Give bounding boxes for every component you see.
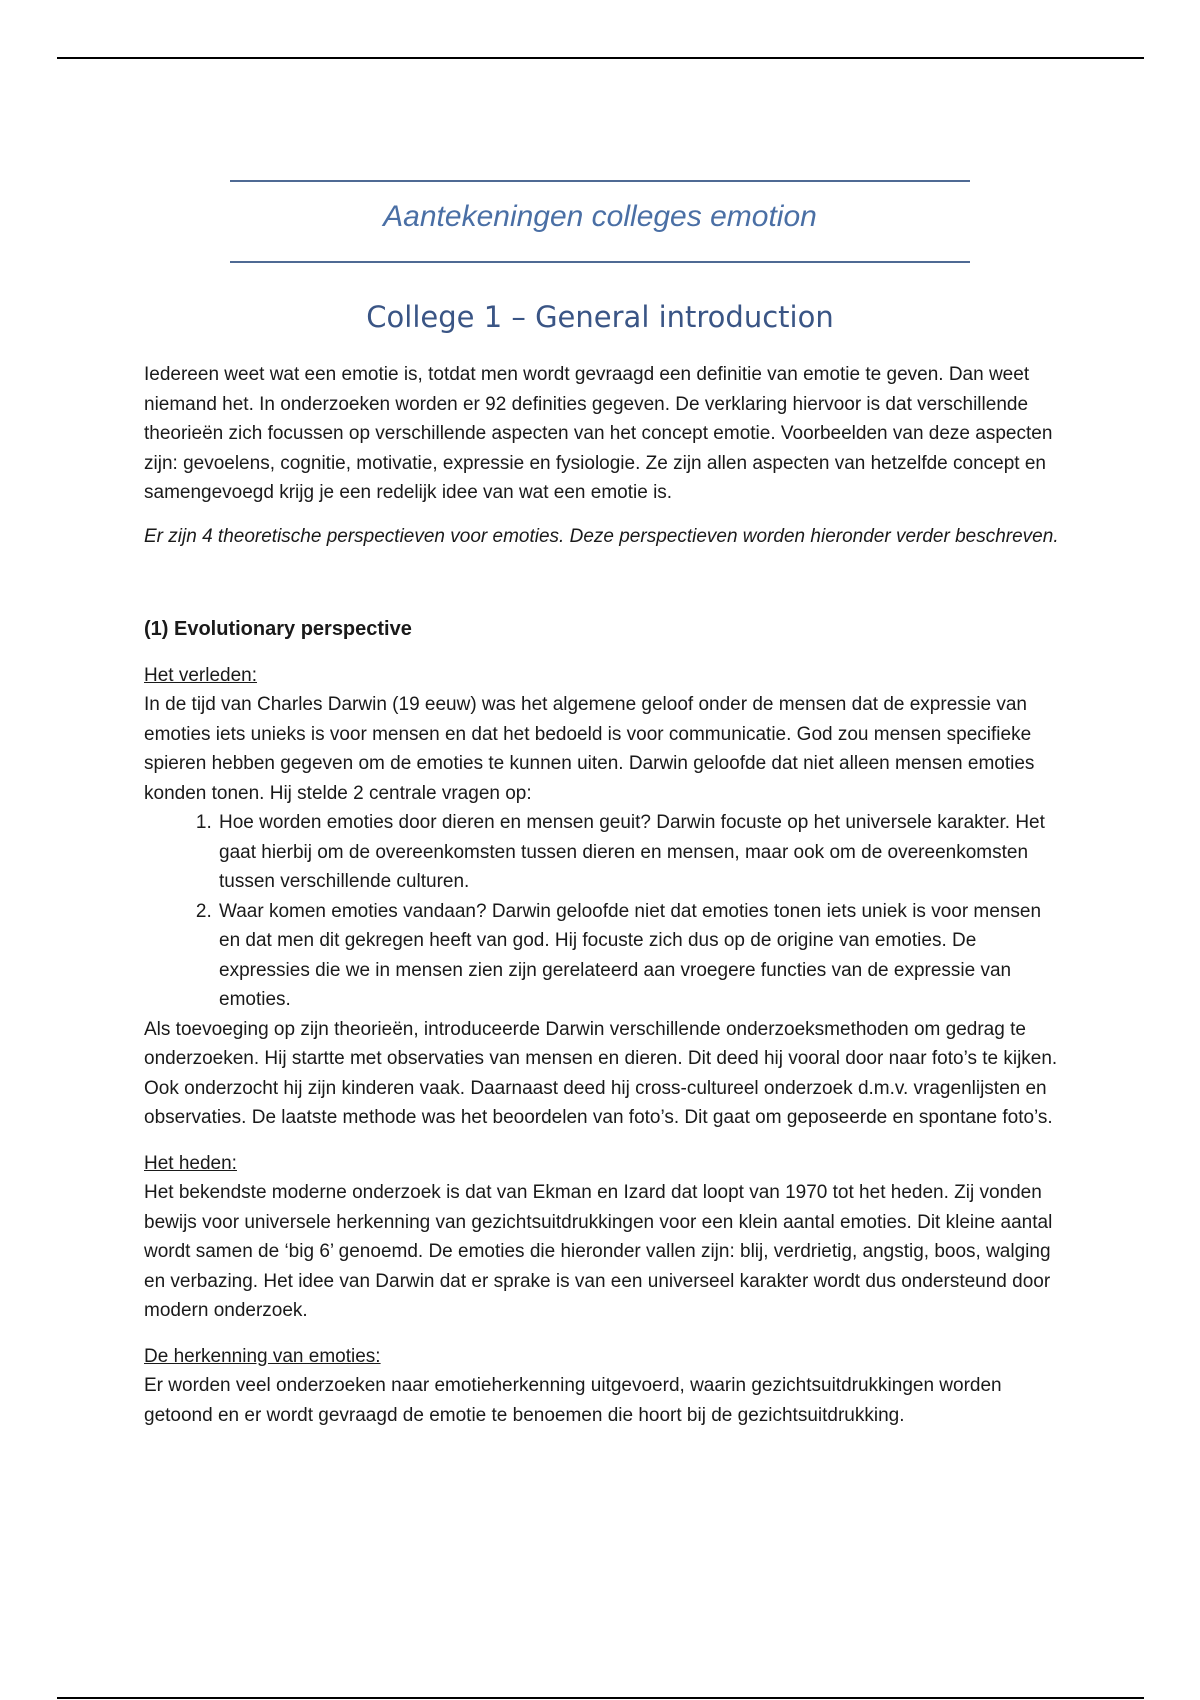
- title-bottom-line: [230, 261, 970, 263]
- present-paragraph: Het bekendste moderne onderzoek is dat van Ekman en Izard dat loopt van 1970 tot het heden. Zij vonden bewijs voor universele herkenning van gezichtsuitdrukkingen voor een klein aantal emoties. Dit kleine aantal wordt samen de ‘big 6’ genoemd. De emoties die hieronder vallen zijn: blij, verdrietig, angstig, boos, walging en verbazing. Het idee van Darwin dat er sprake is van een universeel karakter wordt dus ondersteund door modern onderzoek.: [144, 1182, 1053, 1321]
- intro-italic-note: Er zijn 4 theoretische perspectieven voor emoties. Deze perspectieven worden hieronder verder beschreven.: [144, 525, 1059, 547]
- page-top-rule: [57, 57, 1144, 59]
- title-top-line: [230, 180, 970, 182]
- subheading-present: Het heden:: [144, 1152, 237, 1174]
- list-item: 1. Hoe worden emoties door dieren en mensen geuit? Darwin focuste op het universele karakter. Het gaat hierbij om de overeenkomsten tussen dieren en mensen, maar ook om de overeenkomsten tussen verschillende culturen.: [217, 808, 1064, 897]
- page-bottom-rule: [57, 1697, 1144, 1699]
- intro-paragraph: Iedereen weet wat een emotie is, totdat men wordt gevraagd een definitie van emotie te geven. Dan weet niemand het. In onderzoeken worden er 92 definities gegeven. De verklaring hiervoor is dat verschillende theorieën zich focussen op verschillende aspecten van het concept emotie. Voorbeelden van deze aspecten zijn: gevoelens, cognitie, motivatie, expressie en fysiologie. Ze zijn allen aspecten van hetzelfde concept en samengevoegd krijg je een redelijk idee van wat een emotie is.: [144, 364, 1053, 503]
- subheading-recognition: De herkenning van emoties:: [144, 1345, 381, 1367]
- list-item: 2. Waar komen emoties vandaan? Darwin geloofde niet dat emoties tonen iets uniek is voor mensen en dat men dit gekregen heeft van god. Hij focuste zich dus op de origine van emoties. De expressies die we in mensen zien zijn gerelateerd aan vroegere functies van de expressie van emoties.: [217, 897, 1064, 1015]
- past-after-paragraph: Als toevoeging op zijn theorieën, introduceerde Darwin verschillende onderzoeksmethoden om gedrag te onderzoeken. Hij startte met observaties van mensen en dieren. Dit deed hij vooral door naar foto’s te kijken. Ook onderzocht hij zijn kinderen vaak. Daarnaast deed hij cross-cultureel onderzoek d.m.v. vragenlijsten en observaties. De laatste methode was het beoordelen van foto’s. Dit gaat om geposeerde en spontane foto’s.: [144, 1018, 1058, 1128]
- document-title: Aantekeningen colleges emotion: [383, 200, 817, 233]
- college-heading: College 1 – General introduction: [366, 300, 834, 334]
- recognition-paragraph: Er worden veel onderzoeken naar emotieherkenning uitgevoerd, waarin gezichtsuitdrukkingen worden getoond en er wordt gevraagd de emotie te benoemen die hoort bij de gezichtsuitdrukking.: [144, 1375, 1002, 1426]
- subheading-past: Het verleden:: [144, 664, 258, 686]
- darwin-questions-list: [144, 808, 1064, 1015]
- past-paragraph: In de tijd van Charles Darwin (19 eeuw) was het algemene geloof onder de mensen dat de expressie van emoties iets unieks is voor mensen en dat het bedoeld is voor communicatie. God zou mensen specifieke spieren hebben gegeven om de emoties te kunnen uiten. Darwin geloofde dat niet alleen mensen emoties konden tonen. Hij stelde 2 centrale vragen op:: [144, 694, 1035, 804]
- section-title-evolutionary: (1) Evolutionary perspective: [144, 618, 412, 640]
- document-body: [144, 360, 1064, 1430]
